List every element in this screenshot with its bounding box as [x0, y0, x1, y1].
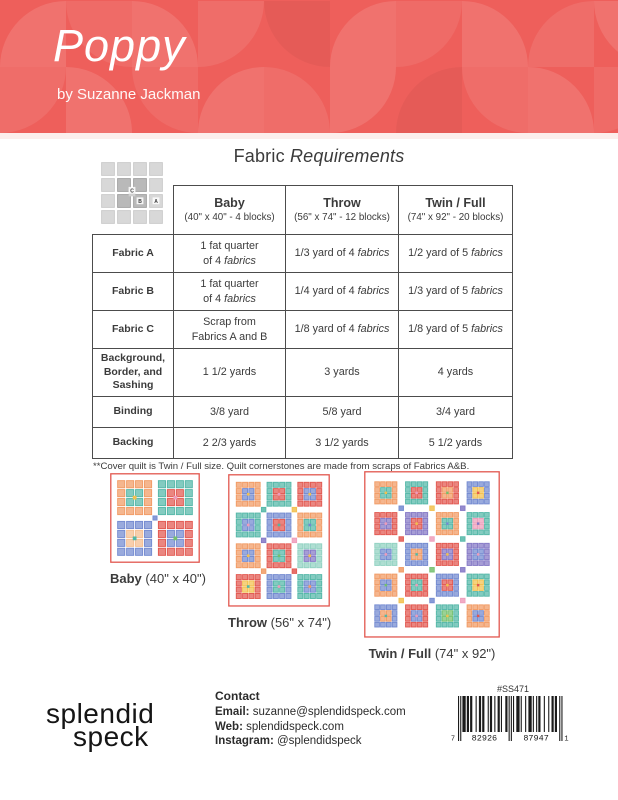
svg-text:B: B — [138, 198, 142, 205]
pattern-title: Poppy — [53, 20, 186, 71]
table-header — [93, 186, 513, 235]
table-row — [93, 311, 513, 349]
twin-quilt-dims: (74" x 92") — [434, 646, 496, 661]
throw-quilt-name: Throw — [228, 615, 267, 630]
table-cell: 3 yards — [286, 349, 399, 397]
contact-line: Email: suzanne@splendidspeck.com — [215, 706, 406, 718]
table-cell: 3 1/2 yards — [286, 428, 399, 459]
twin-quilt-label — [364, 646, 500, 661]
table-cell: 4 yards — [399, 349, 513, 397]
baby-quilt-preview — [110, 473, 200, 563]
footnote: **Cover quilt is Twin / Full size. Quilt cornerstones are made from scraps of Fabrics A&B. — [93, 461, 470, 472]
table-cell: 5/8 yard — [286, 397, 399, 428]
logo-line2: speck — [73, 720, 149, 752]
table-row — [93, 235, 513, 273]
table-cell: 3/8 yard — [174, 397, 286, 428]
twin-quilt-preview — [364, 471, 500, 638]
table-cell: 1/2 yard of 5 fabrics — [399, 235, 513, 273]
column-header: Twin / Full (74" x 92" - 20 blocks) — [399, 186, 513, 235]
svg-text:87947: 87947 — [523, 733, 549, 744]
baby-quilt-name: Baby — [110, 571, 142, 586]
table-cell: 3/4 yard — [399, 397, 513, 428]
table-row — [93, 397, 513, 428]
svg-text:C: C — [130, 188, 134, 195]
svg-text:7: 7 — [450, 735, 456, 744]
upc-barcode — [450, 696, 572, 744]
twin-quilt-name: Twin / Full — [368, 646, 432, 661]
svg-text:82926: 82926 — [471, 733, 498, 744]
contact-line: Web: splendidspeck.com — [215, 720, 344, 733]
baby-quilt-dims: (40" x 40") — [145, 571, 206, 586]
table-cell: 1 fat quarter of 4 fabrics — [174, 235, 286, 273]
table-cell: 1/4 yard of 4 fabrics — [286, 273, 399, 311]
row-label: Backing — [93, 428, 174, 459]
fabric-requirements-table — [92, 185, 513, 459]
table-row — [93, 349, 513, 397]
throw-quilt-preview — [228, 474, 330, 607]
throw-quilt-dims: (56" x 74") — [270, 615, 332, 630]
baby-quilt-label — [110, 571, 206, 586]
header-banner — [0, 0, 618, 133]
baby-quilt-figure — [110, 473, 206, 586]
row-label: Fabric A — [93, 235, 174, 273]
row-label: Fabric C — [93, 311, 174, 349]
banner-bottom-strip — [0, 133, 618, 139]
row-label: Background, Border, and Sashing — [93, 349, 174, 397]
throw-quilt-label — [228, 615, 330, 630]
logo-line1: splendid — [46, 698, 155, 729]
section-title-italic: Requirements — [289, 146, 405, 166]
svg-text:1: 1 — [564, 735, 569, 744]
pattern-author: by Suzanne Jackman — [57, 86, 201, 103]
table-cell: 1/3 yard of 5 fabrics — [399, 273, 513, 311]
splendid-speck-logo — [46, 698, 155, 752]
table-cell: Scrap from Fabrics A and B — [174, 311, 286, 349]
table-row — [93, 273, 513, 311]
table-cell: 1/3 yard of 4 fabrics — [286, 235, 399, 273]
table-cell: 2 2/3 yards — [174, 428, 286, 459]
contact-heading: Contact — [215, 689, 260, 703]
column-header: Baby (40" x 40" - 4 blocks) — [174, 186, 286, 235]
column-header: Throw (56" x 74" - 12 blocks) — [286, 186, 399, 235]
throw-quilt-figure — [228, 474, 330, 630]
sku-number: #SS471 — [496, 684, 530, 694]
row-label: Binding — [93, 397, 174, 428]
table-row — [93, 428, 513, 459]
table-corner-cell — [93, 186, 174, 235]
section-title-normal: Fabric — [233, 146, 285, 166]
svg-text:A: A — [154, 198, 158, 205]
contact-block — [215, 689, 406, 750]
row-label: Fabric B — [93, 273, 174, 311]
table-cell: 1/8 yard of 4 fabrics — [286, 311, 399, 349]
table-cell: 1/8 yard of 5 fabrics — [399, 311, 513, 349]
contact-line: Instagram: @splendidspeck — [215, 735, 362, 747]
table-cell: 5 1/2 yards — [399, 428, 513, 459]
table-cell: 1 fat quarter of 4 fabrics — [174, 273, 286, 311]
twin-quilt-figure — [364, 471, 500, 661]
table-cell: 1 1/2 yards — [174, 349, 286, 397]
